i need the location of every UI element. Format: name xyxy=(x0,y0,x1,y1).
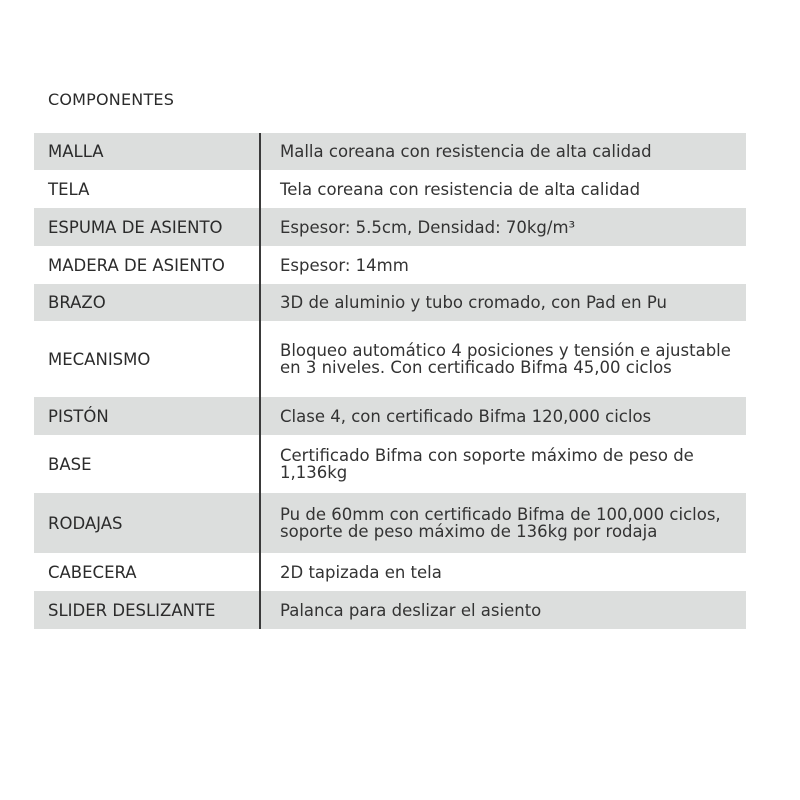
table-row xyxy=(34,397,746,435)
row-label: BRAZO xyxy=(48,293,106,312)
table-row xyxy=(34,284,746,321)
table-row xyxy=(34,246,746,284)
row-label: MADERA DE ASIENTO xyxy=(48,255,225,275)
row-value: Certificado Bifma con soporte máximo de peso de 1,136kg xyxy=(280,446,694,482)
row-label: MALLA xyxy=(48,142,104,161)
row-value: 2D tapizada en tela xyxy=(280,562,442,582)
row-value: Palanca para deslizar el asiento xyxy=(280,600,542,620)
table-row xyxy=(34,321,746,397)
row-label: SLIDER DESLIZANTE xyxy=(48,600,216,620)
table-row xyxy=(34,170,746,208)
row-label: TELA xyxy=(48,179,90,199)
components-table xyxy=(34,133,746,629)
section-title: COMPONENTES xyxy=(48,90,175,109)
row-value: Espesor: 5.5cm, Densidad: 70kg/m³ xyxy=(280,217,576,237)
row-value: Espesor: 14mm xyxy=(280,255,409,275)
row-value: Tela coreana con resistencia de alta calidad xyxy=(280,179,641,199)
row-value: Pu de 60mm con certificado Bifma de 100,000 ciclos, soporte de peso máximo de 136kg por rodaja xyxy=(280,505,721,541)
row-label: CABECERA xyxy=(48,562,137,582)
table-row xyxy=(34,553,746,591)
row-value: Bloqueo automático 4 posiciones y tensión e ajustable en 3 niveles. Con certificado Bifma 45,00 ciclos xyxy=(280,341,731,377)
row-label: ESPUMA DE ASIENTO xyxy=(48,217,223,237)
row-label: MECANISMO xyxy=(48,349,151,369)
row-value: 3D de aluminio y tubo cromado, con Pad en Pu xyxy=(280,293,667,312)
table-row xyxy=(34,208,746,246)
row-label: PISTÓN xyxy=(48,406,109,426)
table-row xyxy=(34,591,746,629)
row-label: BASE xyxy=(48,454,92,474)
row-value: Malla coreana con resistencia de alta calidad xyxy=(280,142,652,161)
table-row xyxy=(34,435,746,493)
table-row xyxy=(34,493,746,553)
row-value: Clase 4, con certificado Bifma 120,000 ciclos xyxy=(280,406,652,426)
table-row xyxy=(34,133,746,170)
row-label: RODAJAS xyxy=(48,513,123,533)
